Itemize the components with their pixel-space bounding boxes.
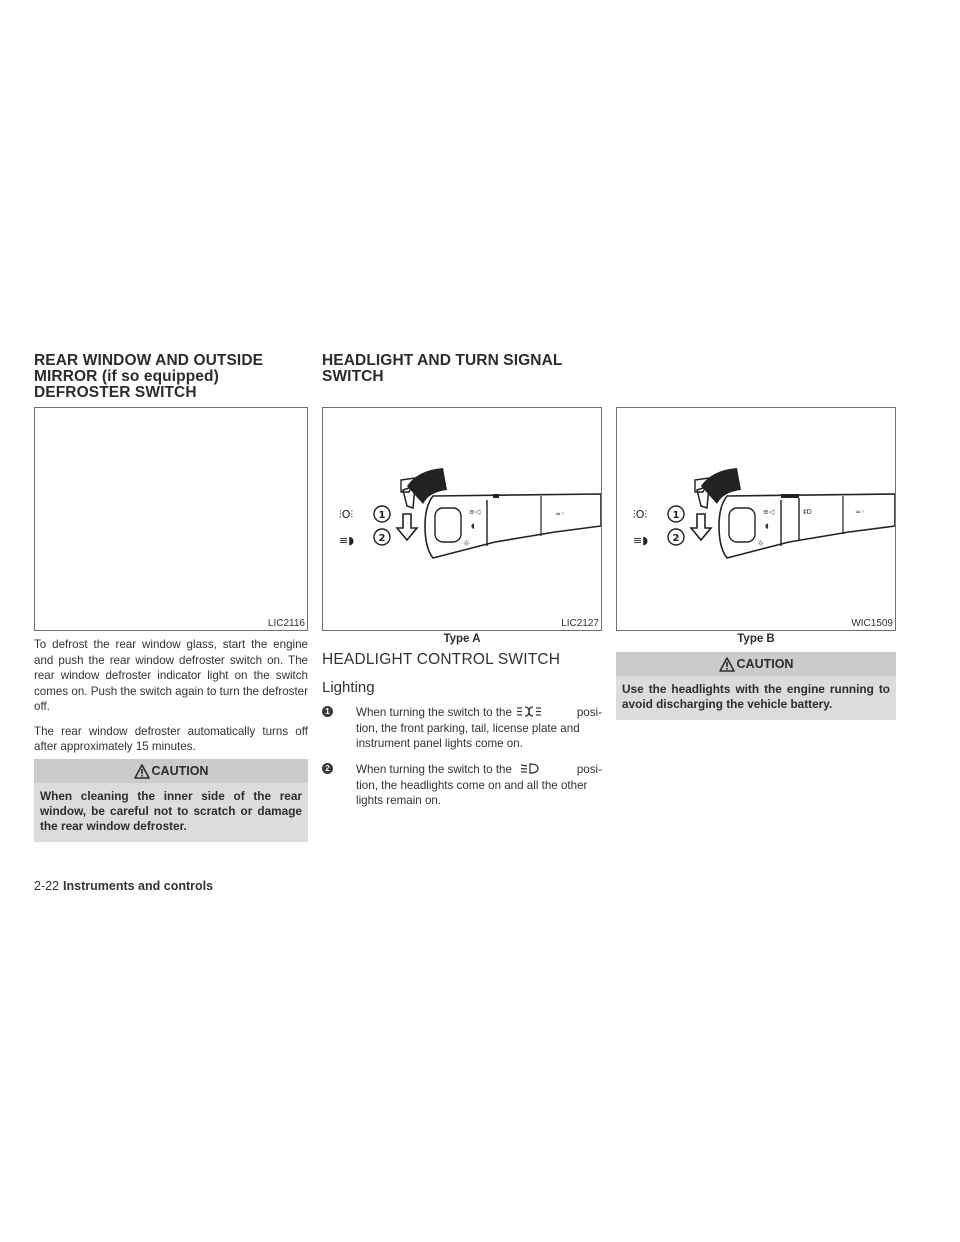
defroster-text <box>34 637 308 764</box>
item-lead: When turning the switch to the <box>356 763 512 776</box>
section-heading-defroster <box>34 353 324 401</box>
figure-code: LIC2127 <box>561 618 599 629</box>
callout-1: 1 <box>672 510 680 521</box>
svg-text:⫶O⫶: ⫶O⫶ <box>339 508 354 521</box>
callout-1: 1 <box>378 510 386 521</box>
paragraph: The rear window defroster automatically turns off after approximately 15 minutes. <box>34 724 308 753</box>
figure-caption-type-b: Type B <box>737 633 775 645</box>
warning-icon <box>134 764 150 779</box>
warning-icon <box>719 657 735 672</box>
figure-defroster <box>34 407 308 631</box>
svg-text:◖: ◖ <box>765 522 769 530</box>
caution-label: CAUTION <box>151 764 209 778</box>
caution-label: CAUTION <box>736 657 794 671</box>
heading-line-1: REAR WINDOW AND OUTSIDE <box>34 352 264 369</box>
figure-code: LIC2116 <box>267 618 305 629</box>
caution-text: Use the headlights with the engine running to avoid discharging the vehicle battery. <box>622 682 890 711</box>
heading-line-2: SWITCH <box>322 368 384 385</box>
item-trail: posi- <box>576 706 602 719</box>
svg-text:⫶O⫶: ⫶O⫶ <box>633 508 648 521</box>
headlight-icon <box>633 534 648 547</box>
svg-text:≡◁: ≡◁ <box>469 508 481 516</box>
headlight-control-title: HEADLIGHT CONTROL SWITCH <box>322 651 561 668</box>
caution-box-headlight <box>616 652 896 720</box>
figure-caption-type-a: Type A <box>443 633 481 645</box>
svg-text:≈◦: ≈◦ <box>555 510 565 518</box>
lighting-subtitle: Lighting <box>322 679 375 696</box>
item-rest: tion, the front parking, tail, license plate and instrument panel lights come on. <box>356 721 580 750</box>
headlight-icon <box>520 762 540 775</box>
svg-text:≈◦: ≈◦ <box>855 508 865 516</box>
parking-light-icon <box>516 705 542 718</box>
item-lead: When turning the switch to the <box>356 706 512 719</box>
caution-header <box>34 759 308 783</box>
item-number: 2 <box>322 763 333 774</box>
caution-text: When cleaning the inner side of the rear window, be careful not to scratch or damage the rear window defroster. <box>40 789 302 833</box>
svg-text:‡D: ‡D <box>803 508 812 516</box>
headlight-switch-illustration <box>323 408 601 630</box>
svg-text:≡◗: ≡◗ <box>339 534 355 547</box>
svg-text:◖: ◖ <box>471 522 475 530</box>
paragraph: To defrost the rear window glass, start the engine and push the rear window defroster switch on. The rear window defroster indicator light on the switch comes on. Push the switch again to turn the defroster off. <box>34 638 308 713</box>
svg-text:☼: ☼ <box>757 539 765 548</box>
heading-line-2: MIRROR (if so equipped) <box>34 368 219 385</box>
parking-light-icon <box>339 508 353 521</box>
svg-text:≡◁: ≡◁ <box>763 508 775 516</box>
heading-line-1: HEADLIGHT AND TURN SIGNAL <box>322 352 563 369</box>
section-heading-headlight <box>322 353 612 385</box>
heading-line-3: DEFROSTER SWITCH <box>34 384 197 401</box>
callout-2: 2 <box>378 533 386 544</box>
list-item <box>322 705 602 752</box>
headlight-icon <box>339 534 354 547</box>
callout-2: 2 <box>672 533 680 544</box>
page-number: 2-22 <box>34 879 60 893</box>
caution-header <box>616 652 896 676</box>
page-footer <box>34 877 213 895</box>
parking-light-icon <box>633 508 647 521</box>
figure-code: WIC1509 <box>851 618 893 629</box>
item-trail: posi- <box>576 763 602 776</box>
caution-box-defroster <box>34 759 308 842</box>
item-number: 1 <box>322 706 333 717</box>
item-rest: tion, the headlights come on and all the other lights remain on. <box>356 778 588 807</box>
headlight-switch-illustration <box>617 408 895 630</box>
svg-text:☼: ☼ <box>463 539 471 548</box>
list-item <box>322 762 602 809</box>
chapter-title: Instruments and controls <box>63 879 214 893</box>
figure-type-a <box>322 407 602 631</box>
svg-text:≡◗: ≡◗ <box>633 534 649 547</box>
figure-type-b <box>616 407 896 631</box>
